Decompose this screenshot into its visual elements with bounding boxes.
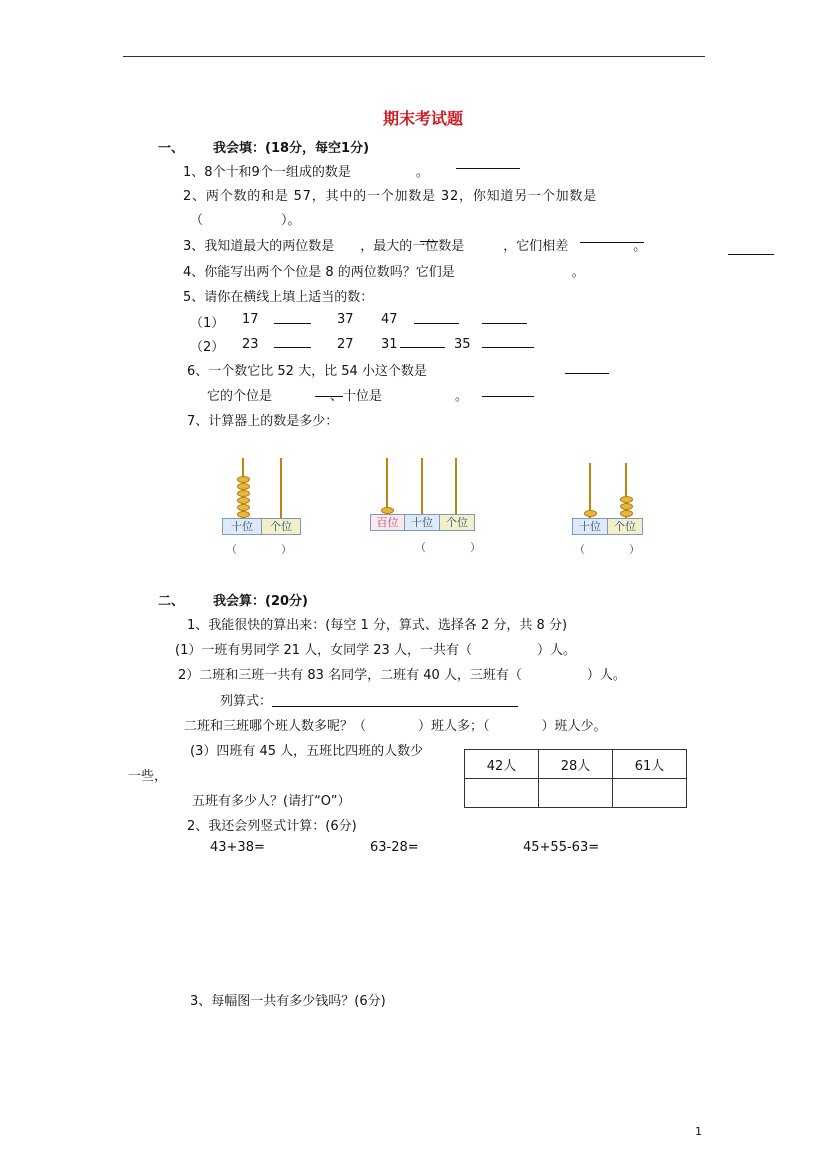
section2-heading: 我会算：(20分) xyxy=(213,594,308,609)
bead xyxy=(381,507,394,514)
bead xyxy=(584,510,597,517)
option-mark-cell[interactable] xyxy=(539,779,613,808)
abacus-2 xyxy=(370,455,480,560)
question-1-7: 7、计算器上的数是多少： xyxy=(187,414,339,429)
abacus-base xyxy=(222,518,301,535)
question-2-1-3a: (3）四班有 45 人，五班比四班的人数少 xyxy=(190,744,424,759)
bead xyxy=(237,504,250,511)
question-2-1-3b: 一些， xyxy=(128,769,168,784)
option-mark-cell[interactable] xyxy=(613,779,687,808)
abacus-rod-tens xyxy=(421,458,423,516)
answer-line[interactable] xyxy=(274,347,311,348)
question-1-3: 3、我知道最大的两位数是 ，最大的一位数是 ，它们相差 。 xyxy=(183,239,647,254)
question-1-6b-ones: 它的个位是 xyxy=(207,389,273,404)
q5-row2-label: （2） xyxy=(190,340,225,355)
ones-label: 个位 xyxy=(608,519,642,534)
answer-line[interactable] xyxy=(274,323,311,324)
answer-line[interactable] xyxy=(565,373,609,374)
bead xyxy=(237,511,250,518)
q5-row1-label: （1） xyxy=(190,316,225,331)
q5-row1-num: 17 xyxy=(242,312,259,327)
bead xyxy=(620,510,633,517)
abacus-base xyxy=(370,514,475,531)
question-2-1-3c: 五班有多少人？(请打“O”） xyxy=(192,794,351,809)
formula-line[interactable] xyxy=(272,706,518,707)
bead xyxy=(237,497,250,504)
question-1-4: 4、你能写出两个个位是 8 的两位数吗？它们是 。 xyxy=(183,265,585,280)
question-2-1-1: (1）一班有男同学 21 人，女同学 23 人，一共有（ ）人。 xyxy=(175,643,576,658)
tens-label: 十位 xyxy=(405,515,440,530)
abacus-1 xyxy=(222,455,302,560)
question-2-3: 3、每幅图一共有多少钱吗？(6分) xyxy=(190,994,386,1009)
question-1-2b: （ ）。 xyxy=(190,213,301,228)
ones-label: 个位 xyxy=(262,519,300,534)
bead xyxy=(620,503,633,510)
bead xyxy=(620,496,633,503)
option-cell: 61人 xyxy=(613,750,687,779)
strike-line xyxy=(420,241,438,242)
option-mark-cell[interactable] xyxy=(465,779,539,808)
section2-label: 二、 xyxy=(158,594,185,609)
q5-row1-num: 47 xyxy=(381,312,398,327)
abacus-answer[interactable]: （ ） xyxy=(415,541,481,554)
question-1-1: 1、8个十和9个一组成的数是 。 xyxy=(183,165,429,180)
tens-label: 十位 xyxy=(223,519,262,534)
q5-row1-num: 37 xyxy=(337,312,354,327)
q5-row2-num: 27 xyxy=(337,337,354,352)
abacus-answer[interactable]: （ ） xyxy=(574,543,640,556)
answer-line[interactable] xyxy=(482,323,527,324)
q5-row2-num: 23 xyxy=(242,337,259,352)
question-2-1: 1、我能很快的算出来：(每空 1 分，算式、选择各 2 分，共 8 分) xyxy=(187,618,568,633)
formula-label: 列算式： xyxy=(220,694,273,709)
period: 。 xyxy=(455,389,469,404)
bead xyxy=(237,483,250,490)
answer-line[interactable] xyxy=(414,323,459,324)
answer-line[interactable] xyxy=(482,347,534,348)
answer-line[interactable] xyxy=(456,168,520,169)
answer-line[interactable] xyxy=(400,347,445,348)
calc-item: 45+55-63= xyxy=(523,840,600,855)
calc-item: 43+38= xyxy=(210,840,265,855)
options-table xyxy=(464,749,687,808)
abacus-rod-ones xyxy=(280,458,282,520)
bead xyxy=(237,490,250,497)
page-title: 期末考试题 xyxy=(383,109,464,128)
section1-heading: 我会填：(18分，每空1分) xyxy=(213,141,370,156)
bead xyxy=(237,476,250,483)
ones-label: 个位 xyxy=(440,515,474,530)
hundreds-label: 百位 xyxy=(371,515,405,530)
option-cell: 42人 xyxy=(465,750,539,779)
question-2-2: 2、我还会列竖式计算：(6分) xyxy=(187,819,357,834)
section1-label: 一、 xyxy=(158,141,185,156)
tens-label: 十位 xyxy=(573,519,608,534)
q5-row2-num: 31 xyxy=(381,337,398,352)
compare-question: 二班和三班哪个班人数多呢？（ ）班人多；（ ）班人少。 xyxy=(184,719,607,734)
option-cell: 28人 xyxy=(539,750,613,779)
answer-line[interactable] xyxy=(580,242,644,243)
abacus-3 xyxy=(572,460,652,560)
answer-line[interactable] xyxy=(482,396,534,397)
page-number: 1 xyxy=(695,1125,702,1138)
header-rule xyxy=(123,56,705,57)
question-1-2a: 2、两个数的和是 57，其中的一个加数是 32，你知道另一个加数是 xyxy=(183,189,598,204)
abacus-base xyxy=(572,518,643,535)
abacus-answer[interactable]: （ ） xyxy=(226,543,292,556)
abacus-rod-ones xyxy=(455,458,457,516)
question-1-6b-tens: 、十位是 xyxy=(330,389,383,404)
q5-row2-num: 35 xyxy=(454,337,471,352)
question-2-1-2: 2）二班和三班一共有 83 名同学，二班有 40 人，三班有（ ）人。 xyxy=(178,668,626,683)
calc-item: 63-28= xyxy=(370,840,419,855)
question-1-5: 5、请你在横线上填上适当的数： xyxy=(183,290,374,305)
answer-line[interactable] xyxy=(728,254,774,255)
question-1-6a: 6、一个数它比 52 大，比 54 小这个数是 xyxy=(187,364,427,379)
